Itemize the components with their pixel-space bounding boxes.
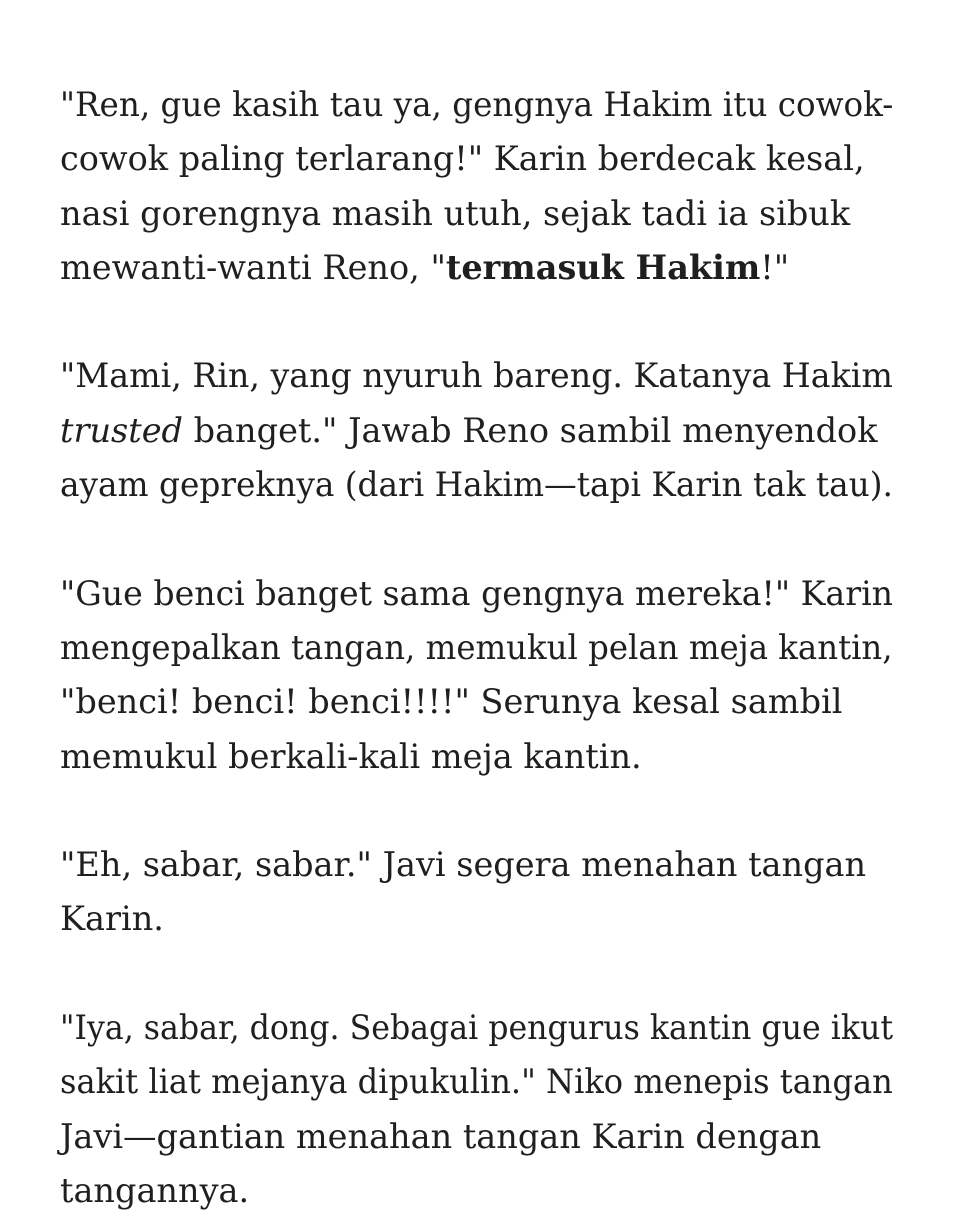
paragraph-2: [60, 349, 893, 512]
text-run: banget." Jawab Reno sambil menyendok: [182, 410, 878, 450]
text-line: "Eh, sabar, sabar." Javi segera menahan tangan: [60, 845, 867, 885]
text-line: "Iya, sabar, dong. Sebagai pengurus kantin gue ikut: [60, 1008, 894, 1048]
text-line: nasi gorengnya masih utuh, sejak tadi ia sibuk: [60, 193, 851, 233]
text-line: cowok paling terlarang!" Karin berdecak kesal,: [60, 139, 865, 179]
text-line: tangannya.: [60, 1170, 250, 1210]
bold-text: termasuk Hakim: [445, 247, 761, 287]
text-line: "Gue benci banget sama gengnya mereka!" Karin: [60, 573, 894, 613]
paragraph-4: [60, 838, 893, 947]
paragraph-1: [60, 78, 893, 295]
italic-text: trusted: [60, 410, 183, 450]
text-line: Javi—gantian menahan tangan Karin dengan: [60, 1116, 822, 1156]
text-line: "Mami, Rin, yang nyuruh bareng. Katanya Hakim: [60, 356, 893, 396]
text-line: Karin.: [60, 899, 164, 939]
text-line: memukul berkali-kali meja kantin.: [60, 736, 642, 776]
text-line-with-italic: [60, 404, 893, 458]
text-line: ayam gepreknya (dari Hakim—tapi Karin tak tau).: [60, 465, 893, 505]
text-line: sakit liat mejanya dipukulin." Niko menepis tangan: [60, 1062, 893, 1102]
text-run: !": [760, 247, 790, 287]
text-run: mewanti-wanti Reno, ": [60, 247, 446, 287]
paragraph-3: [60, 567, 893, 784]
paragraph-5: [60, 1001, 893, 1218]
text-line: "Ren, gue kasih tau ya, gengnya Hakim itu cowok-: [60, 85, 894, 124]
text-line: mengepalkan tangan, memukul pelan meja kantin,: [60, 627, 893, 667]
text-line-with-bold: [60, 241, 893, 295]
text-line: "benci! benci! benci!!!!" Serunya kesal sambil: [60, 682, 843, 722]
